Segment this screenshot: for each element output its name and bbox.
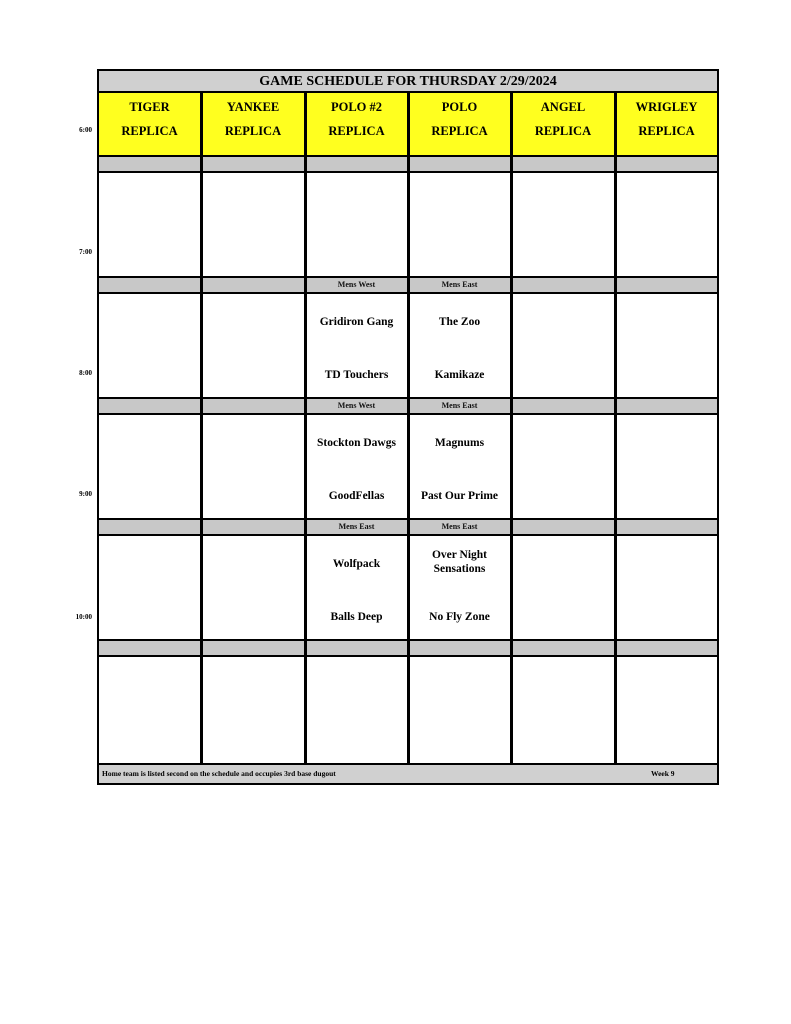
division-band	[512, 518, 614, 536]
game-cell	[409, 536, 510, 639]
game-cell	[202, 294, 304, 397]
division-band: Mens East	[409, 518, 510, 536]
division-band	[409, 639, 510, 657]
field-sub: REPLICA	[121, 124, 178, 138]
game-cell	[616, 294, 717, 397]
field-sub: REPLICA	[224, 124, 282, 138]
field-header-wrigley	[616, 93, 717, 155]
game-cell	[306, 657, 407, 760]
division-band	[99, 397, 200, 415]
field-sub: REPLICA	[328, 124, 385, 138]
field-name: TIGER	[129, 100, 170, 114]
division-band	[512, 639, 614, 657]
away-team: Over Night Sensations	[431, 549, 488, 575]
division-band	[202, 639, 304, 657]
division-band: Mens East	[409, 397, 510, 415]
field-header-polo	[409, 93, 510, 155]
division-band	[202, 155, 304, 173]
division-band: Mens East	[306, 518, 407, 536]
game-cell	[99, 657, 200, 760]
field-sub: REPLICA	[431, 124, 488, 138]
division-band	[616, 276, 717, 294]
home-team: GoodFellas	[328, 490, 385, 502]
home-team: No Fly Zone	[429, 611, 490, 623]
division-band: Mens East	[409, 276, 510, 294]
game-cell	[512, 536, 614, 639]
game-cell	[616, 657, 717, 760]
field-sub: REPLICA	[638, 124, 695, 138]
division-band	[616, 155, 717, 173]
footer-note: Home team is listed second on the schedule and occupies 3rd base dugout	[102, 769, 336, 778]
division-band	[306, 639, 407, 657]
game-cell	[306, 415, 407, 518]
division-band: Mens West	[306, 276, 407, 294]
game-cell	[202, 657, 304, 760]
division-band	[99, 518, 200, 536]
game-cell	[306, 173, 407, 276]
column-divider	[200, 93, 203, 763]
division-band	[306, 155, 407, 173]
field-header-polo-2	[306, 93, 407, 155]
game-cell	[616, 536, 717, 639]
game-cell	[99, 415, 200, 518]
division-band	[99, 155, 200, 173]
time-label: 8:00	[79, 369, 92, 377]
column-divider	[407, 93, 410, 763]
game-cell	[99, 173, 200, 276]
game-cell	[512, 294, 614, 397]
game-cell	[512, 173, 614, 276]
division-band	[512, 155, 614, 173]
field-header-yankee	[202, 93, 304, 155]
game-cell	[99, 536, 200, 639]
time-label: 7:00	[79, 248, 92, 256]
home-team: Balls Deep	[330, 611, 383, 623]
division-band: Mens West	[306, 397, 407, 415]
game-cell	[202, 173, 304, 276]
field-name: ANGEL	[540, 100, 586, 114]
schedule-title: GAME SCHEDULE FOR THURSDAY 2/29/2024	[99, 71, 717, 93]
game-cell	[616, 173, 717, 276]
division-band	[202, 397, 304, 415]
column-divider	[304, 93, 307, 763]
field-name: YANKEE	[226, 100, 280, 114]
division-band	[99, 276, 200, 294]
division-band	[202, 276, 304, 294]
column-divider	[614, 93, 617, 763]
time-label: 9:00	[79, 490, 92, 498]
game-cell	[512, 415, 614, 518]
game-cell	[616, 415, 717, 518]
game-cell	[99, 294, 200, 397]
game-cell	[409, 657, 510, 760]
division-band	[99, 639, 200, 657]
division-band	[512, 397, 614, 415]
home-team: TD Touchers	[324, 369, 389, 381]
game-cell	[409, 173, 510, 276]
field-name: WRIGLEY	[635, 100, 698, 114]
game-cell	[202, 415, 304, 518]
away-team: Stockton Dawgs	[317, 437, 396, 449]
schedule-sheet	[97, 69, 719, 785]
time-label: 6:00	[79, 126, 92, 134]
division-band	[616, 639, 717, 657]
home-team: Past Our Prime	[420, 490, 499, 502]
away-team: The Zoo	[438, 316, 481, 328]
week-label: Week 9	[651, 769, 675, 778]
division-band	[616, 518, 717, 536]
field-header-angel	[512, 93, 614, 155]
game-cell	[202, 536, 304, 639]
field-name: POLO	[441, 100, 478, 114]
division-band	[616, 397, 717, 415]
game-cell	[306, 536, 407, 639]
field-name: POLO #2	[330, 100, 383, 114]
game-cell	[409, 294, 510, 397]
away-team: Gridiron Gang	[319, 316, 394, 328]
division-band	[409, 155, 510, 173]
division-band	[512, 276, 614, 294]
game-cell	[306, 294, 407, 397]
time-label: 10:00	[75, 613, 92, 621]
game-cell	[512, 657, 614, 760]
field-header-tiger	[99, 93, 200, 155]
division-band	[202, 518, 304, 536]
home-team: Kamikaze	[434, 369, 485, 381]
away-team: Wolfpack	[332, 558, 381, 570]
field-sub: REPLICA	[534, 124, 592, 138]
column-divider	[510, 93, 513, 763]
away-team: Magnums	[434, 437, 485, 449]
schedule-footer	[99, 763, 717, 783]
game-cell	[409, 415, 510, 518]
